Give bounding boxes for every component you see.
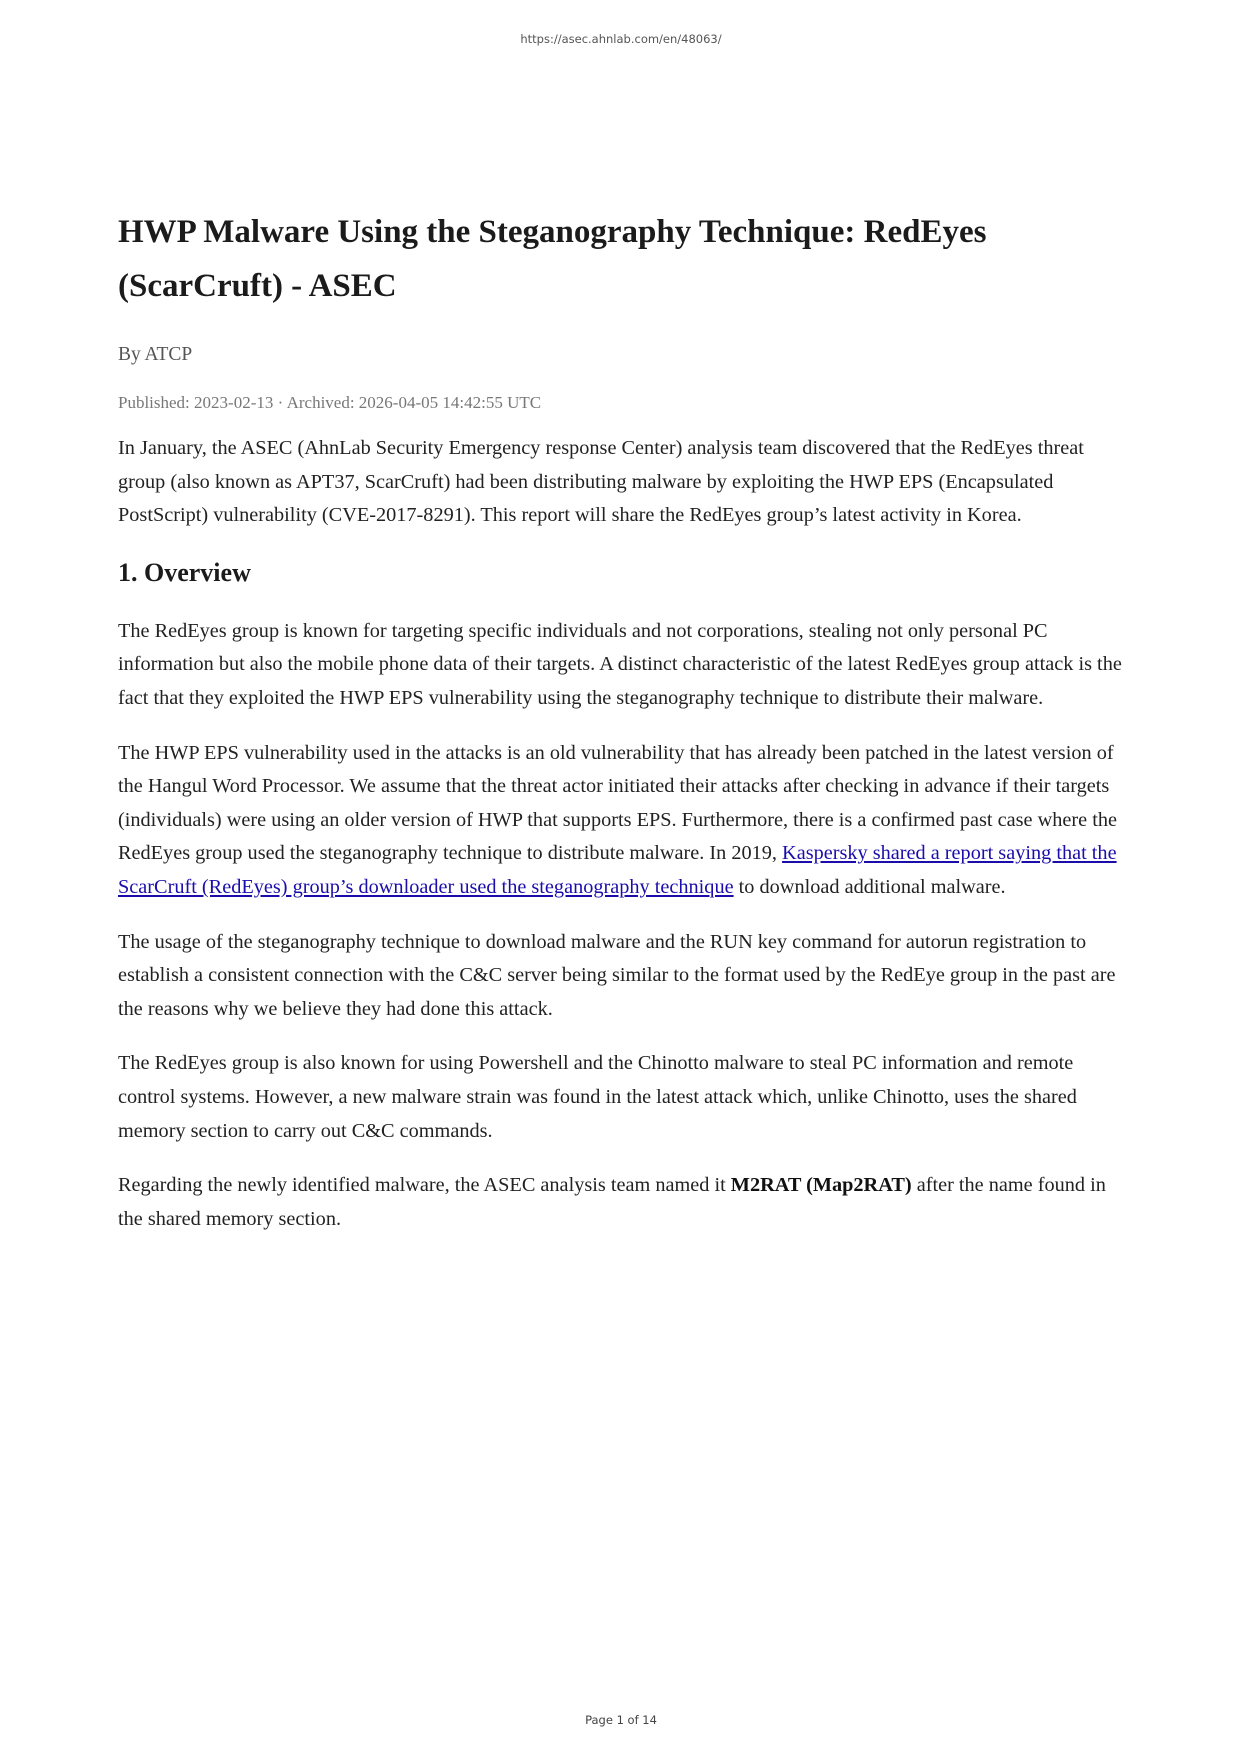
overview-paragraph-5 [118,1169,1128,1236]
kaspersky-report-link[interactable]: Kaspersky shared a report saying that the ScarCruft (RedEyes) group’s downloader used the steganography technique [118,842,1117,898]
byline: By ATCP [118,344,193,365]
overview-paragraph-3: The usage of the steganography technique to download malware and the RUN key command for autorun registration to establish a consistent connection with the C&C server being similar to the format used by the RedEye group in the past are the reasons why we believe they had done this attack. [118,930,1116,1020]
paragraph-2-text-start: The HWP EPS vulnerability used in the attacks is an old vulnerability that has already been patched in the latest version of the Hangul Word Processor. We assume that the threat actor initiated their attacks after checking in advance if their targets (individuals) were using an older version of HWP that supports EPS. Furthermore, there is a confirmed past case where the RedEyes group used the steganography technique to distribute malware. In 2019, [118,741,1117,865]
overview-paragraph-1: The RedEyes group is known for targeting specific individuals and not corporations, stealing not only personal PC information but also the mobile phone data of their targets. A distinct characteristic of the latest RedEyes group attack is the fact that they exploited the HWP EPS vulnerability using the steganography technique to distribute their malware. [118,619,1122,709]
overview-paragraph-4: The RedEyes group is also known for using Powershell and the Chinotto malware to steal PC information and remote control systems. However, a new malware strain was found in the latest attack which, unlike Chinotto, uses the shared memory section to carry out C&C commands. [118,1052,1077,1142]
publish-meta: Published: 2023-02-13 · Archived: 2026-04-05 14:42:55 UTC [118,393,542,412]
article-title [118,205,1128,313]
malware-name-emphasis: M2RAT (Map2RAT) [730,1174,912,1197]
overview-paragraph-2 [118,737,1128,905]
paragraph-5-text-start: Regarding the newly identified malware, the ASEC analysis team named it [118,1174,731,1197]
article-title-line-1: HWP Malware Using the Steganography Technique: RedEyes [118,214,987,250]
paragraph-5-text-end: after the name found in the shared memory section. [118,1174,1106,1230]
paragraph-2-text-end: to download additional malware. [733,875,1006,898]
article-title-line-2: (ScarCruft) - ASEC [118,268,397,304]
page-url: https://asec.ahnlab.com/en/48063/ [520,32,722,46]
intro-paragraph: In January, the ASEC (AhnLab Security Emergency response Center) analysis team discovered that the RedEyes threat group (also known as APT37, ScarCruft) had been distributing malware by exploiting the HWP EPS (Encapsulated PostScript) vulnerability (CVE-2017-8291). This report will share the RedEyes group’s latest activity in Korea. [118,437,1084,527]
article [118,205,1128,1236]
section-heading-overview: 1. Overview [118,557,251,587]
page-number: Page 1 of 14 [585,1713,657,1727]
